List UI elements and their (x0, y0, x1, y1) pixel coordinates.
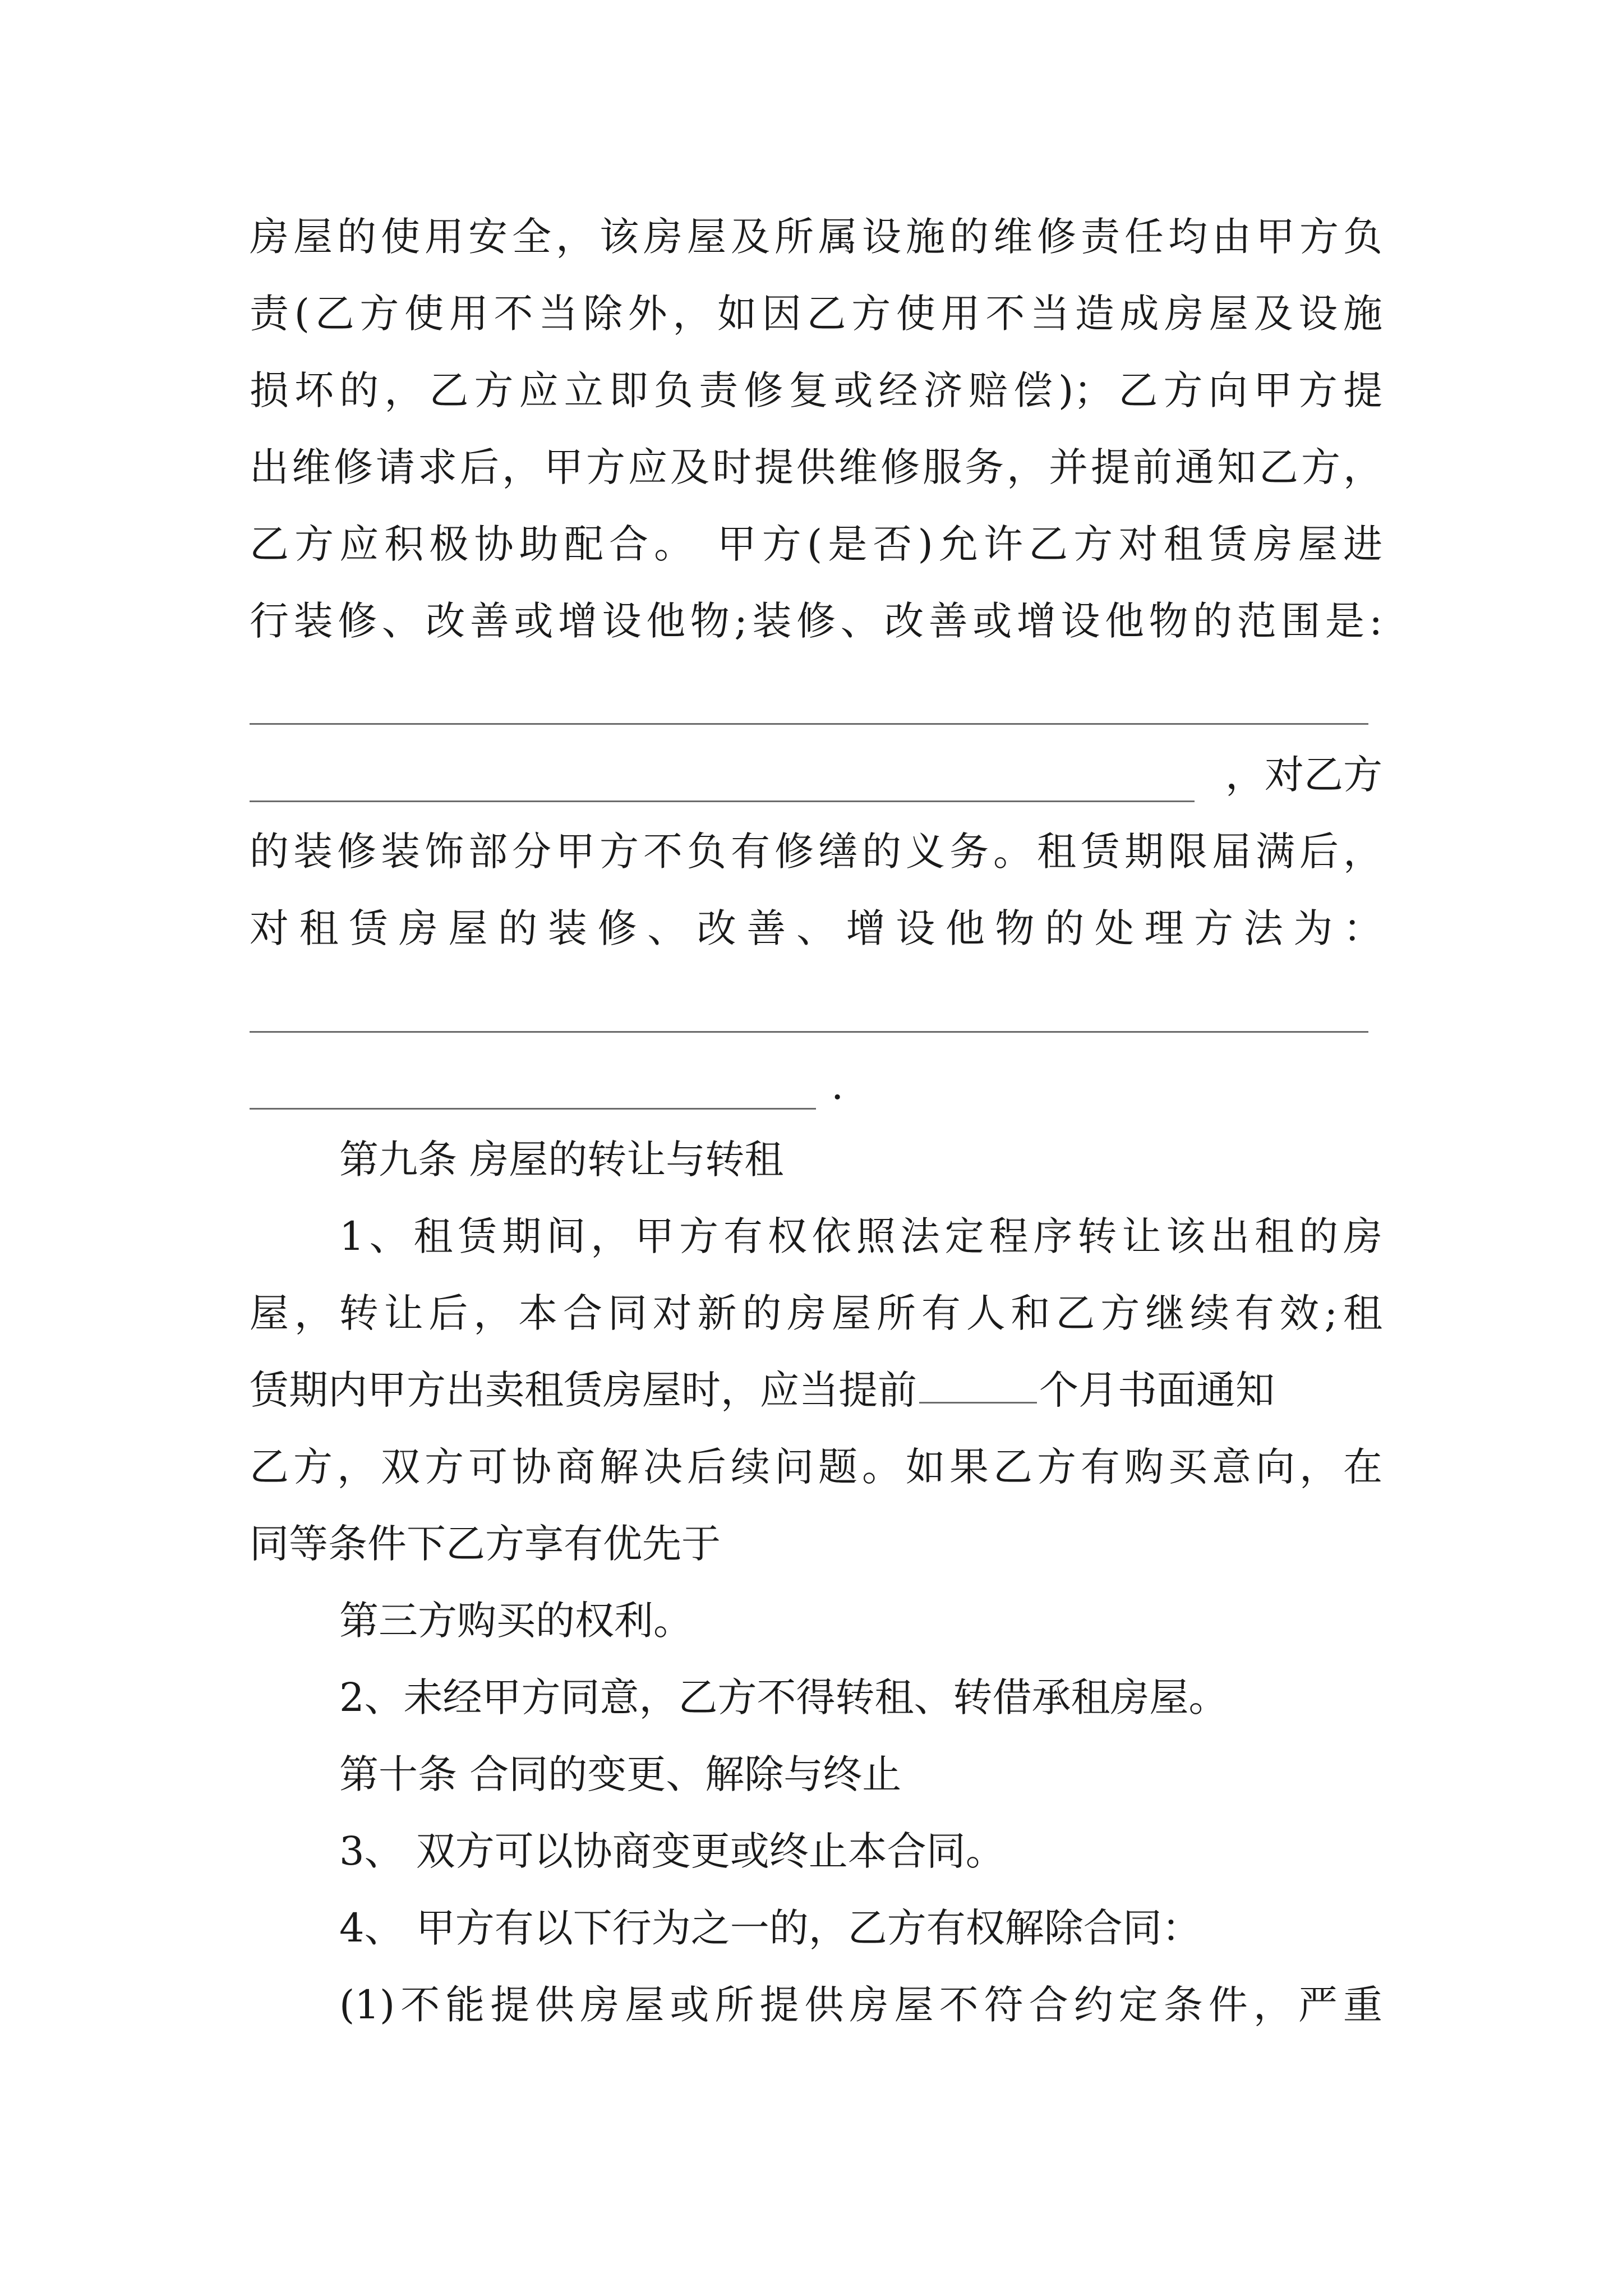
paragraph-line: 同等条件下乙方享有优先于 (250, 1521, 721, 1567)
paragraph-line: 屋，转让后，本合同对新的房屋所有人和乙方继续有效;租 (250, 1290, 1382, 1336)
fill-in-blank-line (250, 1108, 816, 1110)
paragraph-line: 的装修装饰部分甲方不负有修缮的义务。租赁期限届满后， (250, 829, 1382, 875)
paragraph-line: 损坏的，乙方应立即负责修复或经济赔偿)；乙方向甲方提 (250, 367, 1382, 413)
article-heading: 第十条 合同的变更、解除与终止 (339, 1751, 902, 1797)
article-heading: 第九条 房屋的转让与转租 (339, 1137, 784, 1182)
paragraph-line: 2、未经甲方同意，乙方不得转租、转借承租房屋。 (339, 1674, 1228, 1720)
paragraph-line: 4、 甲方有以下行为之一的，乙方有权解除合同： (339, 1905, 1201, 1951)
paragraph-line: 第三方购买的权利。 (339, 1598, 693, 1644)
period-mark: . (831, 1062, 844, 1108)
paragraph-line: 行装修、改善或增设他物;装修、改善或增设他物的范围是: (250, 598, 1382, 644)
fill-in-blank-line (250, 800, 1195, 802)
paragraph-line: (1)不能提供房屋或所提供房屋不符合约定条件，严重 (339, 1982, 1382, 2028)
line-segment: 个月书面通知 (1039, 1367, 1275, 1413)
paragraph-line: 房屋的使用安全，该房屋及所属设施的维修责任均由甲方负 (250, 214, 1382, 260)
paragraph-line: 乙方，双方可协商解决后续问题。如果乙方有购买意向，在 (250, 1444, 1382, 1490)
fill-in-blank (919, 1402, 1037, 1404)
paragraph-line: 乙方应积极协助配合。 甲方(是否)允许乙方对租赁房屋进 (250, 521, 1382, 567)
paragraph-line: 1、租赁期间，甲方有权依照法定程序转让该出租的房 (339, 1213, 1382, 1259)
paragraph-line: 出维修请求后，甲方应及时提供维修服务，并提前通知乙方， (250, 444, 1382, 490)
line-segment: 赁期内甲方出卖租赁房屋时，应当提前 (250, 1367, 917, 1413)
fill-in-blank-line (250, 1031, 1368, 1033)
paragraph-line (250, 1365, 1382, 1415)
paragraph-line: 对租赁房屋的装修、改善、增设他物的处理方法为： (250, 905, 1382, 951)
fill-in-blank-line (250, 723, 1368, 725)
paragraph-line: 3、 双方可以协商变更或终止本合同。 (339, 1828, 1005, 1874)
paragraph-line: 责(乙方使用不当除外，如因乙方使用不当造成房屋及设施 (250, 291, 1382, 337)
paragraph-line: ，对乙方 (1225, 752, 1382, 798)
